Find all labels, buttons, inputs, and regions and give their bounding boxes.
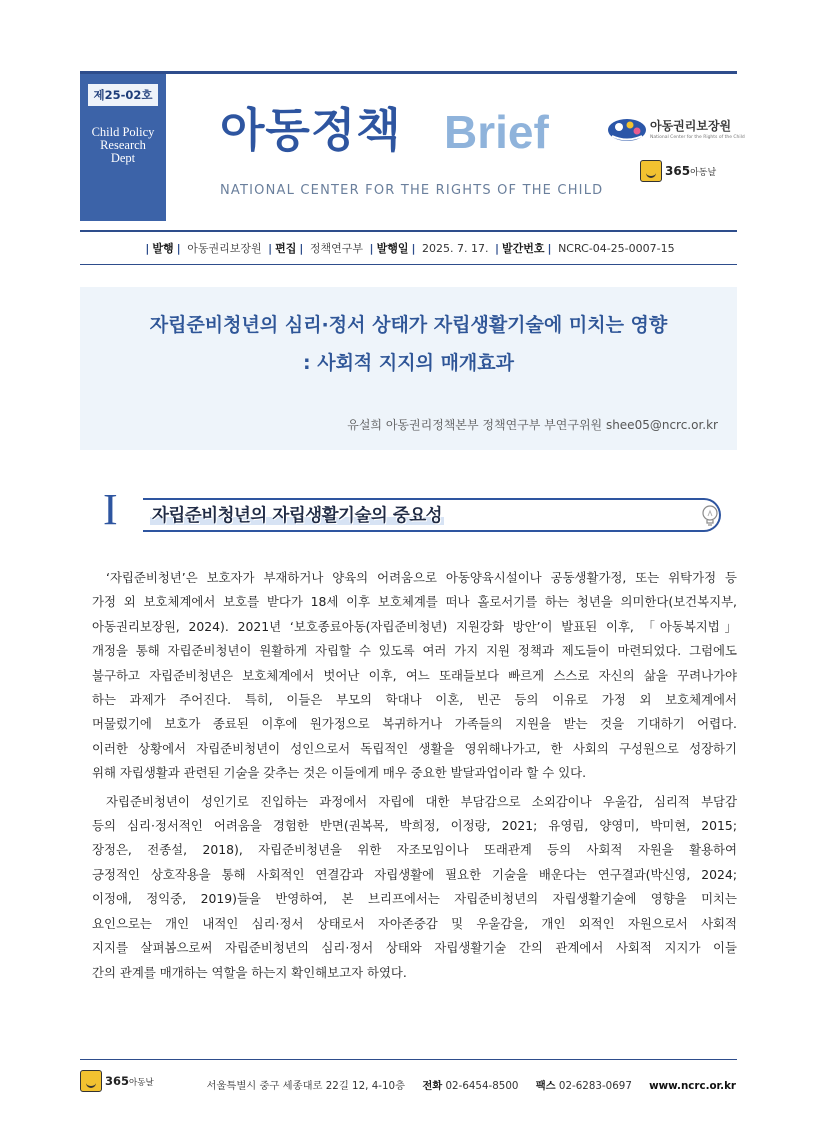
date-label: 발행일	[376, 242, 409, 255]
brief-title-english: Brief	[444, 106, 549, 158]
website-link[interactable]: www.ncrc.or.kr	[649, 1080, 736, 1092]
meta-rule-bottom	[80, 264, 737, 265]
publisher: 아동권리보장원	[187, 242, 262, 255]
fax-number: 02-6283-0697	[558, 1080, 632, 1092]
article-title	[80, 306, 737, 382]
text-line: 개정을 통해 자립준비청년이 원활하게 자립할 수 있도록 여러 가지 지원 정책과 제도들이 마련되었다. 그럼에도	[92, 643, 737, 659]
article-title-line: 자립준비청년의 심리·정서 상태가 자립생활기술에 미치는 영향	[149, 314, 668, 336]
ncrc-logo-tagline: National Center for the Rights of the Child	[650, 135, 745, 140]
ncrc-logo	[606, 114, 745, 146]
text-line: ‘자립준비청년’은 보호자가 부재하거나 양육의 어려움으로 아동양육시설이나 공동생활가정, 또는 위탁가정 등	[106, 570, 737, 585]
text-line: 불구하고 자립준비청년은 보호체계에서 벗어난 이후, 여느 또래들보다 빠르게 스스로 자신의 삶을 꾸려나가야	[92, 667, 737, 683]
top-rule	[80, 71, 737, 74]
footer-contact	[207, 1077, 737, 1092]
dept-line: Research	[100, 138, 146, 152]
issue-badge: 제25-02호	[88, 84, 158, 106]
author-line: 유설희 아동권리정책본부 정책연구부 부연구위원 shee05@ncrc.or.kr	[347, 418, 718, 432]
publication-number: NCRC-04-25-0007-15	[558, 242, 675, 255]
dept-line: Child Policy	[91, 125, 155, 139]
phone-number: 02-6454-8500	[445, 1080, 519, 1092]
logo-365-suffix: 아동날	[690, 168, 717, 178]
paragraph	[92, 790, 737, 985]
section-body	[92, 566, 737, 989]
dept-line: Dept	[110, 151, 136, 165]
text-line: 하는 과제가 주어진다. 특히, 이들은 부모의 학대나 이혼, 빈곤 등의 이유로 가정 외 보호체계에서	[92, 692, 737, 708]
number-label: 발간번호	[502, 242, 545, 255]
section-title: 자립준비청년의 자립생활기술의 중요성	[152, 502, 442, 527]
brief-title-korean: 아동정책	[220, 103, 402, 157]
footer-address: 서울특별시 중구 세종대로 22길 12, 4-10층	[206, 1080, 406, 1092]
footer-365-logo	[80, 1070, 154, 1092]
footer-logo-number: 365	[105, 1074, 130, 1088]
publication-date: 2025. 7. 17.	[422, 242, 489, 255]
text-line: 아동권리보장원, 2024). 2021년 ‘보호종료아동(자립준비청년) 지원강화 방안’이 발표된 이후, 「아동복지법」	[92, 618, 737, 634]
text-line: 긍정적인 상호작용을 통해 사회적인 연결감과 자립생활에 필요한 기술을 배운다는 연구결과(박신영, 2024;	[92, 866, 737, 882]
editor-label: 편집	[275, 242, 297, 255]
brief-subtitle: NATIONAL CENTER FOR THE RIGHTS OF THE CHILD	[220, 183, 604, 198]
footer-logo-suffix: 아동날	[129, 1078, 154, 1088]
publication-meta: | 발행 | 아동권리보장원 | 편집 | 정책연구부 | 발행일 | 2025. 7. 17. | 발간번호 | NCRC-04-25-0007-15	[145, 242, 675, 255]
lightbulb-icon	[699, 503, 721, 529]
text-line: 자립준비청년이 성인기로 진입하는 과정에서 자립에 대한 부담감으로 소외감이나 우울감, 심리적 부담감	[106, 793, 737, 809]
publisher-label: 발행	[152, 242, 174, 255]
section-number: I	[103, 485, 118, 534]
smile-icon	[640, 160, 662, 182]
ncrc-logo-icon	[606, 116, 648, 142]
childrens-day-365-logo	[640, 160, 716, 186]
phone-label: 전화	[422, 1080, 443, 1092]
dept-label	[80, 126, 166, 165]
smile-icon	[80, 1070, 102, 1092]
paragraph	[92, 566, 737, 786]
text-line: 이러한 상황에서 자립준비청년이 성인으로서 독립적인 생활을 영위해나가고, 한 사회의 구성원으로 성장하기	[92, 740, 737, 756]
editor: 정책연구부	[309, 242, 364, 255]
ncrc-logo-name: 아동권리보장원	[650, 119, 732, 133]
article-subtitle-line: : 사회적 지지의 매개효과	[303, 352, 514, 374]
footer-rule	[80, 1059, 737, 1060]
meta-rule-top	[80, 230, 737, 232]
text-line: 가정 외 보호체계에서 보호를 받다가 18세 이후 보호체계를 떠나 홀로서기를 하는 청년을 의미한다(보건복지부,	[92, 594, 737, 610]
text-line: 간의 관계를 매개하는 역할을 하는지 확인해보고자 하였다.	[92, 964, 407, 980]
logo-365-number: 365	[665, 164, 691, 178]
text-line: 위해 자립생활과 관련된 기술을 갖추는 것은 이들에게 매우 중요한 발달과업이라 할 수 있다.	[92, 765, 587, 781]
text-line: 이정애, 정익중, 2019)들을 반영하여, 본 브리프에서는 자립준비청년의 자립생활기술에 영향을 미치는	[92, 891, 737, 907]
text-line: 요인으로는 개인 내적인 심리·정서 상태로서 자아존중감 및 우울감을, 개인 외적인 자원으로서 사회적	[92, 915, 737, 931]
text-line: 지지를 살펴봄으로써 자립준비청년의 심리·정서 상태와 자립생활기술 간의 관계에서 사회적 지지가 이들	[92, 940, 737, 956]
fax-label: 팩스	[535, 1080, 556, 1092]
text-line: 장정은, 전종설, 2018), 자립준비청년을 위한 자조모임이나 또래관계 등의 사회적 자원을 활용하여	[92, 842, 737, 858]
text-line: 등의 심리·정서적인 어려움을 경험한 반면(권복목, 박희정, 이정랑, 2021; 유영림, 양영미, 박미현, 2015;	[92, 818, 737, 834]
text-line: 머물렀기에 보호가 종료된 이후에 원가정으로 복귀하거나 가족들의 지원을 받는 것을 기대하기 어렵다.	[92, 716, 737, 732]
